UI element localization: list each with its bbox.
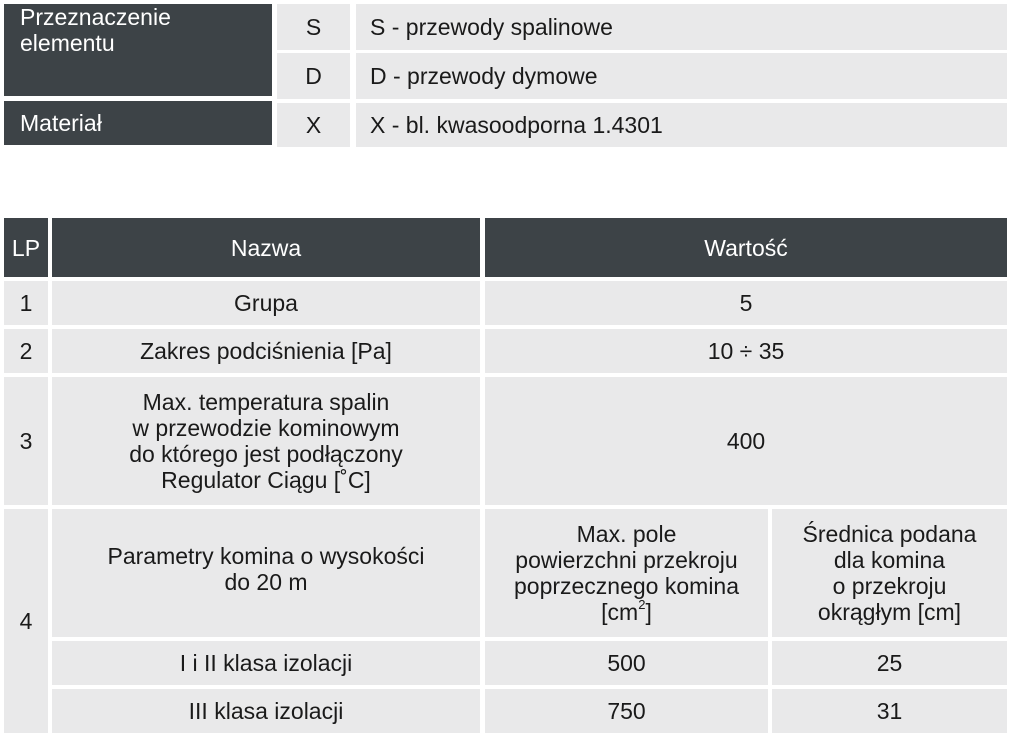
area-unit-exponent: 2 <box>638 597 646 613</box>
area-header-line3: poprzecznego komina <box>513 573 740 599</box>
area-header-line4 <box>601 599 652 625</box>
row4-name-line1: Parametry komina o wysokości <box>107 543 425 569</box>
row4-name-line2: do 20 m <box>224 569 308 595</box>
header-lp: LP <box>4 218 48 277</box>
row2-name: Zakres podciśnienia [Pa] <box>52 329 480 373</box>
material-label: Materiał <box>4 101 272 145</box>
row1-name: Grupa <box>52 281 480 325</box>
row3-name <box>52 377 480 505</box>
diameter-header-line1: Średnica podana <box>802 521 977 547</box>
row3-name-line4: Regulator Ciągu [˚C] <box>161 467 371 493</box>
insulation-class-1-2-diameter: 25 <box>772 641 1007 685</box>
area-header-line2: powierzchni przekroju <box>515 547 738 573</box>
s-code: S <box>277 4 350 50</box>
d-description: D - przewody dymowe <box>356 53 1007 99</box>
diameter-header-line3: o przekroju <box>832 573 947 599</box>
d-code: D <box>277 53 350 99</box>
row2-value: 10 ÷ 35 <box>485 329 1007 373</box>
row3-lp: 3 <box>4 377 48 505</box>
header-name: Nazwa <box>52 218 480 277</box>
area-unit-close: ] <box>645 599 652 625</box>
purpose-label <box>4 4 272 96</box>
row4-diameter-header <box>772 509 1007 637</box>
s-description: S - przewody spalinowe <box>356 4 1007 50</box>
purpose-label-line1: Przeznaczenie <box>20 4 171 30</box>
row2-lp: 2 <box>4 329 48 373</box>
row4-lp: 4 <box>4 509 48 733</box>
insulation-class-3-diameter: 31 <box>772 689 1007 733</box>
row1-lp: 1 <box>4 281 48 325</box>
row3-name-line1: Max. temperatura spalin <box>142 389 390 415</box>
row1-value: 5 <box>485 281 1007 325</box>
area-header-line1: Max. pole <box>576 521 677 547</box>
insulation-class-3-area: 750 <box>485 689 768 733</box>
row3-value: 400 <box>485 377 1007 505</box>
area-unit: [cm <box>601 599 639 625</box>
diameter-header-line4: okrągłym [cm] <box>817 599 962 625</box>
row4-area-header <box>485 509 768 637</box>
x-description: X - bl. kwasoodporna 1.4301 <box>356 103 1007 147</box>
row3-name-line3: do którego jest podłączony <box>129 441 403 467</box>
row4-name <box>52 509 480 637</box>
insulation-class-1-2-area: 500 <box>485 641 768 685</box>
diameter-header-line2: dla komina <box>833 547 946 573</box>
purpose-label-line2: elementu <box>20 30 115 56</box>
header-value: Wartość <box>485 218 1007 277</box>
insulation-class-1-2-name: I i II klasa izolacji <box>52 641 480 685</box>
insulation-class-3-name: III klasa izolacji <box>52 689 480 733</box>
x-code: X <box>277 103 350 147</box>
row3-name-line2: w przewodzie kominowym <box>132 415 400 441</box>
